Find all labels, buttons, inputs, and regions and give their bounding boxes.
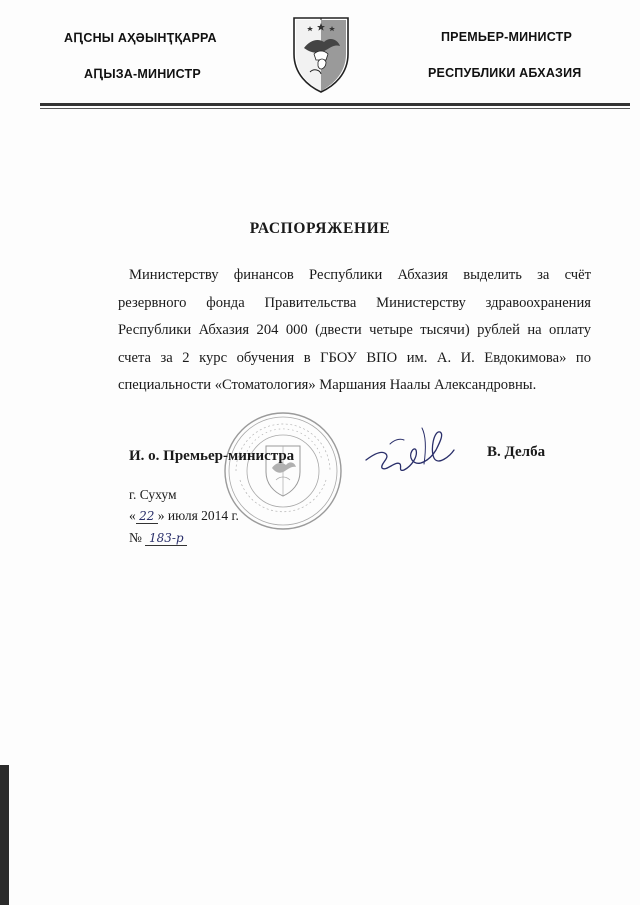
signatory-name: В. Делба: [487, 444, 546, 460]
document-number: [129, 530, 187, 546]
header-left-line2: АԤЫЗА-МИНИСТР: [84, 67, 201, 81]
coat-of-arms-icon: [290, 14, 352, 94]
document-title: РАСПОРЯЖЕНИЕ: [249, 220, 391, 237]
signatory-position: И. о. Премьер-министра: [129, 448, 295, 464]
official-seal-stamp: [222, 410, 344, 532]
header-right-line1: ПРЕМЬЕР-МИНИСТР: [441, 30, 572, 44]
document-body: Министерству финансов Республики Абхазия выделить за счёт резервного фонда Правительства Министерству здравоохранения Республики Абхазия 204 000 (двести четыре тысячи) рублей на оплату счета за 2 курс обучения в ГБОУ ВПО им. А. И. Евдокимова» по специальности «Стоматология» Маршания Наалы Александровны.: [118, 267, 591, 393]
header-rule-thick: [40, 103, 630, 106]
handwritten-signature: [360, 420, 460, 490]
number-handwritten: 183-р: [145, 531, 187, 546]
header-left-line1: АԤСНЫ АҲӘЫНҬҚАРРА: [64, 31, 217, 45]
scan-edge-shadow: [0, 765, 9, 905]
header-rule-thin: [40, 108, 630, 109]
header-right-line2: РЕСПУБЛИКИ АБХАЗИЯ: [428, 66, 582, 80]
number-prefix: №: [129, 530, 142, 545]
date-open-quote: «: [129, 508, 136, 523]
date-rest: » июля 2014 г.: [157, 508, 239, 523]
issue-place: г. Сухум: [129, 487, 177, 502]
issue-date: [129, 508, 239, 524]
date-day-handwritten: 22: [136, 509, 158, 524]
